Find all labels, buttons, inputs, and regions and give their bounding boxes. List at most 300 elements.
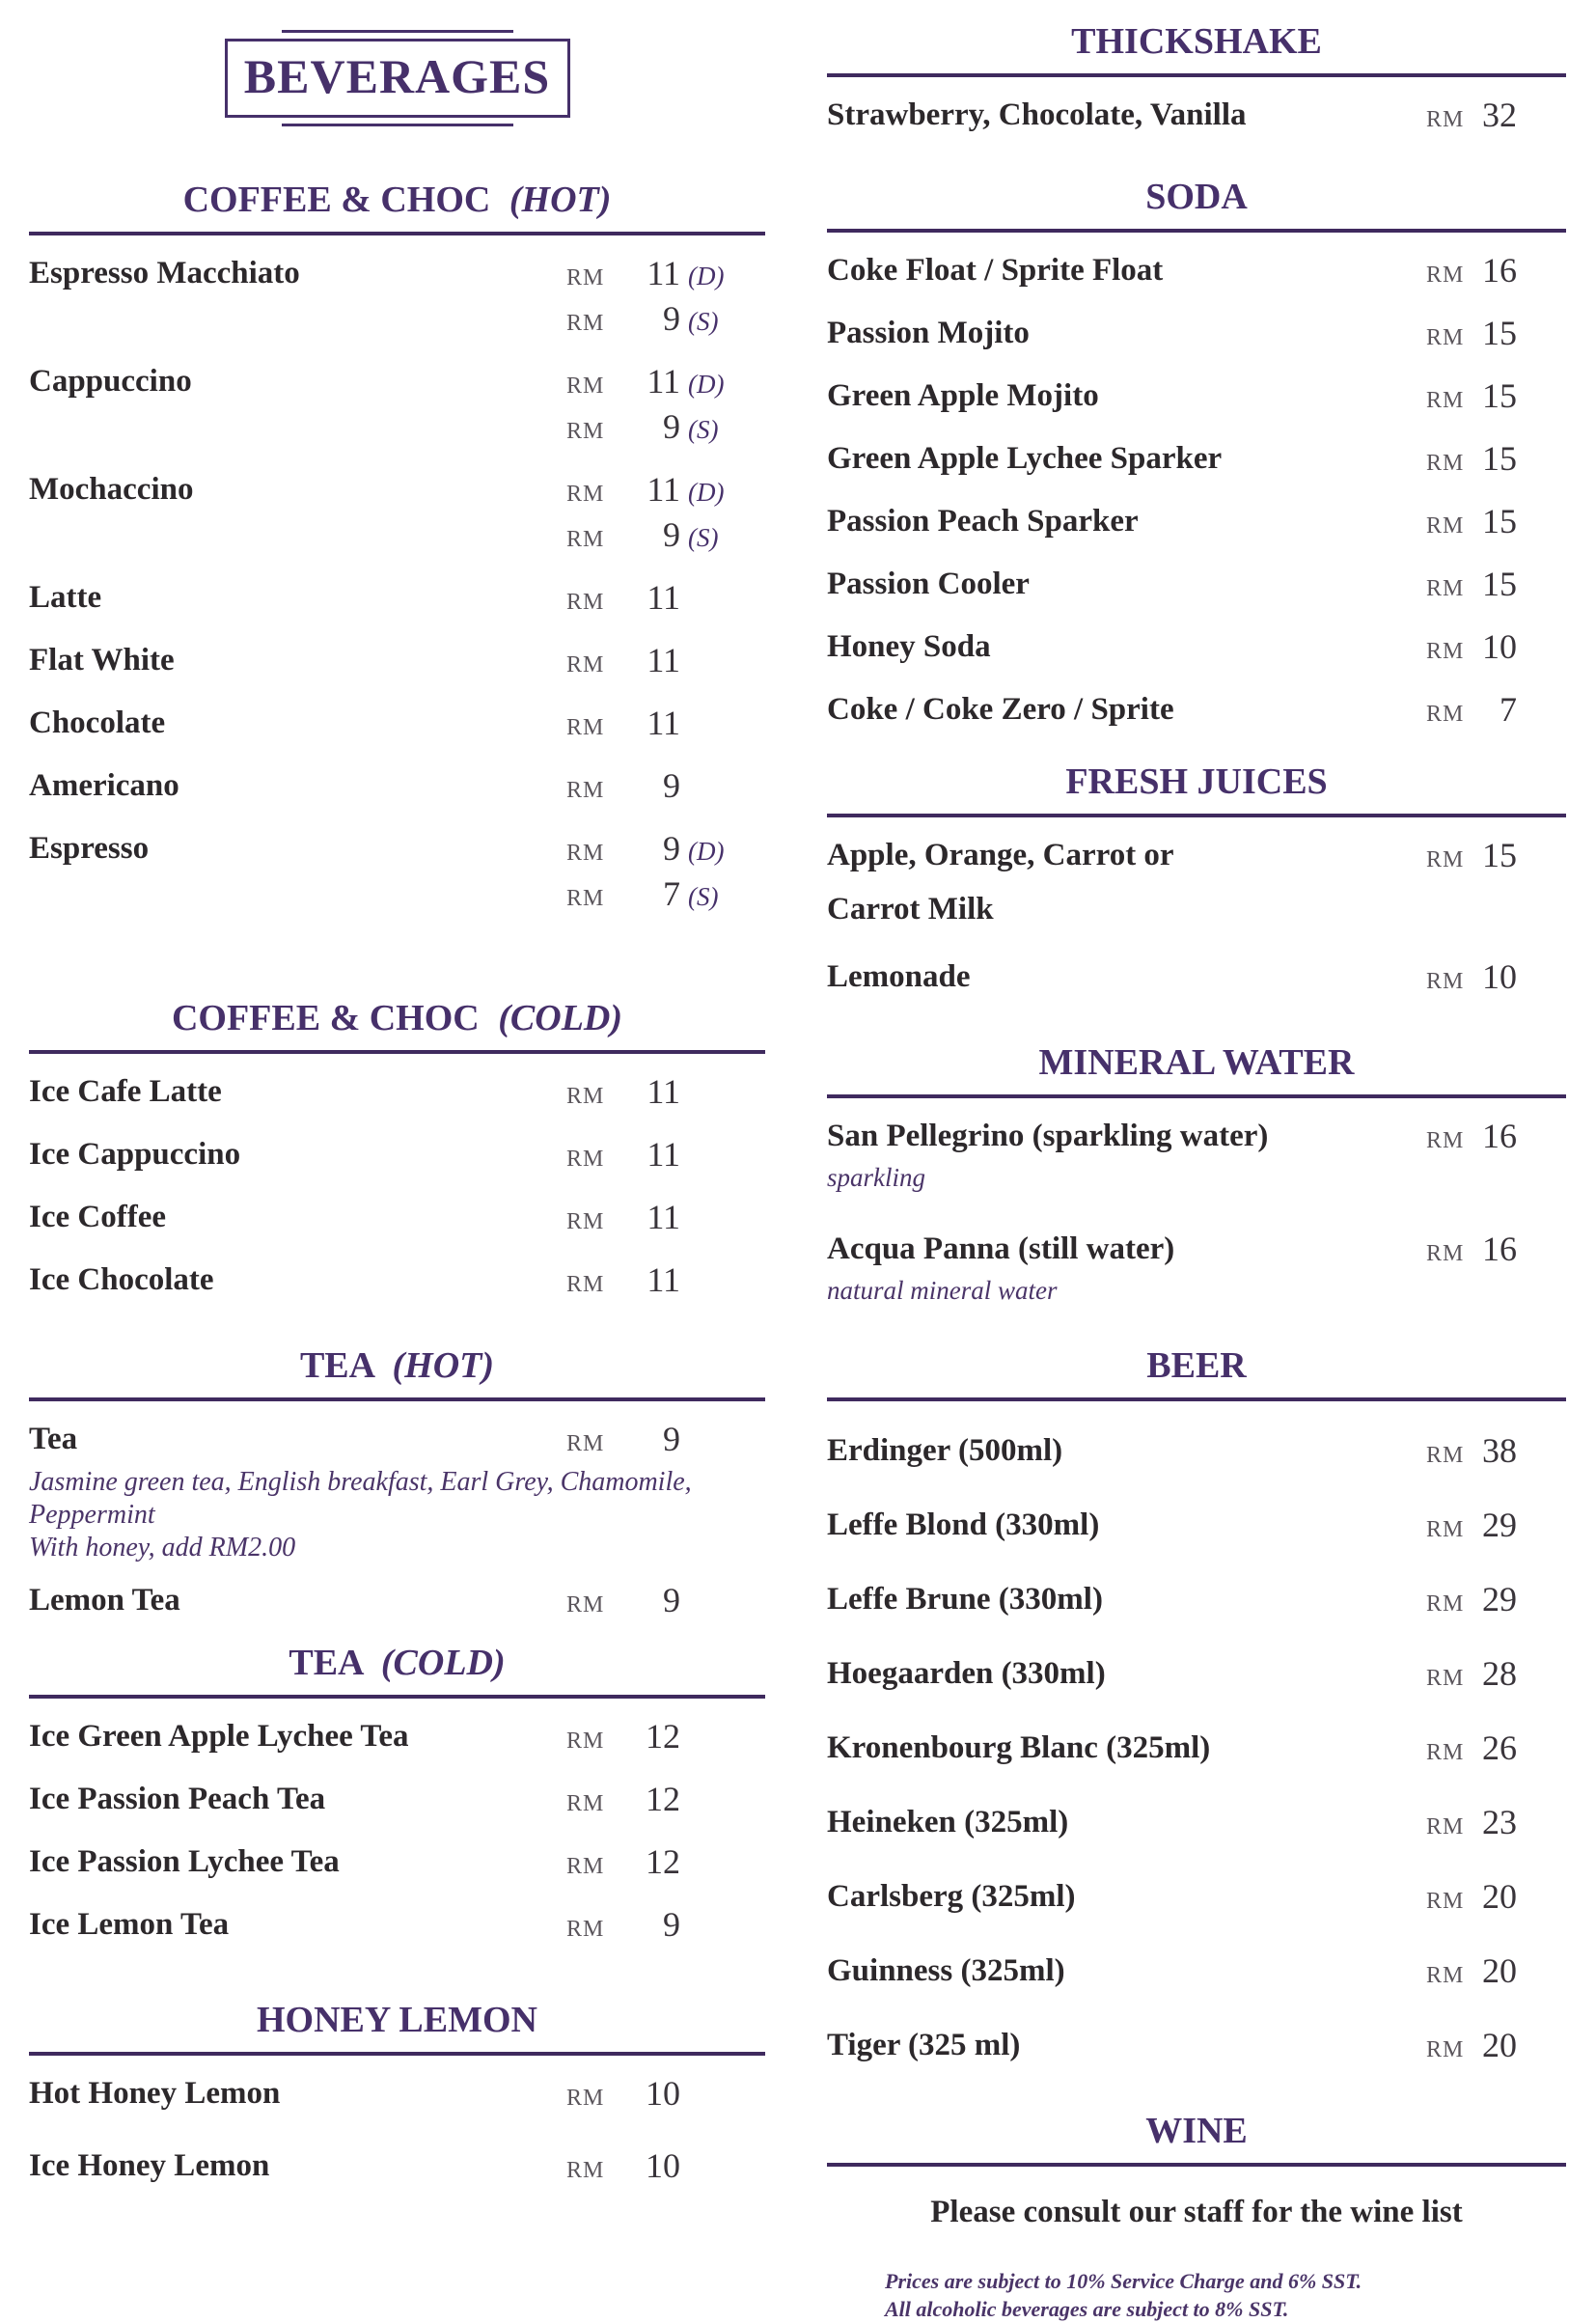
price-line <box>1426 689 1517 734</box>
section-heading <box>827 1343 1566 1401</box>
item-prices <box>1426 1116 1566 1161</box>
price-line <box>1426 313 1517 358</box>
price-line <box>1426 1802 1517 1847</box>
currency-label: RM <box>1426 1666 1465 1691</box>
price-line <box>1426 956 1517 1002</box>
item-prices <box>566 1197 765 1242</box>
menu-item <box>29 2073 765 2118</box>
price-line <box>1426 1116 1517 1161</box>
section-heading-text: MINERAL WATER <box>1038 1042 1355 1083</box>
currency-label: RM <box>566 841 605 866</box>
item-prices <box>1426 501 1566 546</box>
item-prices <box>566 1134 765 1179</box>
section-heading-suffix: (HOT) <box>392 1345 495 1386</box>
price-amount: 12 <box>646 1717 680 1756</box>
price-line <box>1426 2025 1517 2070</box>
price-line <box>566 1904 736 1950</box>
price-line <box>566 1716 736 1761</box>
price-size-tag: (S) <box>688 523 719 552</box>
price-amount: 10 <box>1482 957 1517 996</box>
price-line <box>1426 1653 1517 1699</box>
item-name: Leffe Brune (330ml) <box>827 1582 1103 1617</box>
title-rule-top <box>282 30 513 33</box>
price-amount: 11 <box>647 578 680 617</box>
currency-label: RM <box>1426 576 1465 601</box>
item-prices <box>566 577 765 622</box>
item-prices <box>566 1071 765 1117</box>
section-beer <box>827 1343 1566 2070</box>
item-prices <box>566 2145 765 2191</box>
item-name: Leffe Blond (330ml) <box>827 1507 1100 1542</box>
item-prices <box>1426 1728 1566 1773</box>
item-name: Ice Cafe Latte <box>29 1074 222 1109</box>
column-left <box>29 0 765 2191</box>
menu-item <box>29 1259 765 1305</box>
price-line <box>566 1134 736 1179</box>
currency-label: RM <box>1426 388 1465 413</box>
section-heading <box>827 175 1566 233</box>
menu-item <box>29 577 765 622</box>
section-heading <box>827 1040 1566 1098</box>
currency-label: RM <box>566 1917 605 1942</box>
price-amount: 9 <box>663 515 680 554</box>
item-name: Espresso <box>29 831 150 866</box>
section-tea-hot <box>29 1343 765 1625</box>
price-size-tag: (D) <box>688 478 725 507</box>
section-heading-suffix: (COLD) <box>498 998 623 1038</box>
item-name: Ice Honey Lemon <box>29 2148 270 2183</box>
item-prices <box>566 1904 765 1950</box>
menu-item <box>827 501 1566 546</box>
price-amount: 26 <box>1482 1728 1517 1767</box>
menu-item <box>827 438 1566 484</box>
price-line <box>566 765 736 811</box>
menu-item <box>827 1116 1566 1194</box>
price-line <box>1426 501 1517 546</box>
price-amount: 11 <box>647 1260 680 1299</box>
section-tea-cold <box>29 1641 765 1950</box>
menu-item <box>29 1716 765 1761</box>
currency-label: RM <box>566 1272 605 1297</box>
item-prices <box>1426 313 1566 358</box>
item-name: Coke / Coke Zero / Sprite <box>827 692 1174 727</box>
section-heading-text: WINE <box>1145 2111 1248 2151</box>
item-prices <box>566 828 765 919</box>
menu-item <box>827 375 1566 421</box>
price-amount: 9 <box>663 766 680 805</box>
item-name: Carlsberg (325ml) <box>827 1879 1076 1914</box>
section-heading <box>827 2109 1566 2167</box>
price-line <box>1426 1728 1517 1773</box>
currency-label: RM <box>566 527 605 552</box>
item-desc <box>29 1466 765 1564</box>
currency-label: RM <box>1426 1814 1465 1839</box>
currency-label: RM <box>1426 969 1465 994</box>
price-amount: 9 <box>663 407 680 446</box>
menu-item <box>827 956 1566 1002</box>
currency-label: RM <box>566 1431 605 1456</box>
section-heading-text: SODA <box>1145 177 1248 217</box>
item-name: Espresso Macchiato <box>29 256 300 290</box>
currency-label: RM <box>1426 1241 1465 1266</box>
section-heading-text: TEA <box>289 1643 363 1683</box>
item-name: Ice Passion Peach Tea <box>29 1782 326 1816</box>
item-prices <box>1426 1653 1566 1699</box>
item-name: Passion Cooler <box>827 567 1030 601</box>
price-line <box>566 406 736 452</box>
section-heading-text: HONEY LEMON <box>257 2000 537 2040</box>
item-name: Mochaccino <box>29 472 194 507</box>
section-heading <box>827 19 1566 77</box>
price-amount: 11 <box>647 254 680 292</box>
item-name: Acqua Panna (still water) <box>827 1231 1175 1266</box>
item-name: Guinness (325ml) <box>827 1953 1065 1988</box>
item-prices <box>1426 250 1566 295</box>
price-size-tag: (D) <box>688 837 725 866</box>
price-size-tag: (D) <box>688 262 725 290</box>
item-name: Ice Coffee <box>29 1200 166 1234</box>
section-heading <box>827 760 1566 817</box>
item-desc-line: With honey, add RM2.00 <box>29 1533 296 1562</box>
price-size-tag: (S) <box>688 882 719 911</box>
price-amount: 29 <box>1482 1580 1517 1618</box>
item-name: San Pellegrino (sparkling water) <box>827 1119 1269 1153</box>
price-amount: 15 <box>1482 502 1517 540</box>
menu-item <box>29 765 765 811</box>
price-amount: 9 <box>663 1420 680 1458</box>
menu-item <box>29 703 765 748</box>
price-line <box>566 253 736 298</box>
item-name: Ice Green Apple Lychee Tea <box>29 1719 409 1754</box>
price-amount: 9 <box>663 829 680 868</box>
price-line <box>1426 375 1517 421</box>
currency-label: RM <box>566 373 605 399</box>
item-name-line: Carrot Milk <box>827 892 994 926</box>
section-heading <box>29 1343 765 1401</box>
item-prices <box>1426 1430 1566 1476</box>
section-heading <box>29 996 765 1054</box>
menu-item <box>827 1653 1566 1699</box>
item-name: Tea <box>29 1422 78 1456</box>
item-prices <box>566 253 765 344</box>
price-line <box>566 1580 736 1625</box>
menu-item <box>29 469 765 560</box>
price-line <box>566 640 736 685</box>
price-line <box>566 1841 736 1887</box>
menu-item <box>29 253 765 344</box>
price-amount: 20 <box>1482 1951 1517 1990</box>
menu-item <box>827 313 1566 358</box>
item-prices <box>566 765 765 811</box>
price-amount: 11 <box>647 641 680 679</box>
menu-item <box>827 564 1566 609</box>
price-amount: 32 <box>1482 96 1517 134</box>
section-heading-text: TEA <box>299 1345 373 1386</box>
item-prices <box>1426 1579 1566 1624</box>
currency-label: RM <box>566 1854 605 1879</box>
price-line <box>1426 1876 1517 1922</box>
menu-item <box>827 1579 1566 1624</box>
menu-item <box>29 2145 765 2191</box>
currency-label: RM <box>566 1147 605 1172</box>
price-line <box>566 1071 736 1117</box>
currency-label: RM <box>566 1791 605 1816</box>
item-name: Chocolate <box>29 705 166 740</box>
currency-label: RM <box>566 1592 605 1618</box>
item-subtitle: natural mineral water <box>827 1276 1058 1305</box>
footer-notes <box>827 2267 1566 2323</box>
price-amount: 20 <box>1482 2026 1517 2064</box>
menu-title <box>225 39 570 118</box>
menu-item <box>827 2025 1566 2070</box>
item-name: Americano <box>29 768 179 803</box>
menu-title-box <box>225 39 570 118</box>
currency-label: RM <box>1426 513 1465 539</box>
price-amount: 38 <box>1482 1431 1517 1470</box>
item-name: Latte <box>29 580 102 615</box>
price-amount: 15 <box>1482 439 1517 478</box>
price-amount: 29 <box>1482 1506 1517 1544</box>
price-amount: 10 <box>1482 627 1517 666</box>
currency-label: RM <box>1426 1128 1465 1153</box>
price-line <box>1426 438 1517 484</box>
currency-label: RM <box>1426 1443 1465 1468</box>
currency-label: RM <box>1426 1517 1465 1542</box>
item-name: Flat White <box>29 643 175 678</box>
menu-item <box>827 1229 1566 1307</box>
item-prices <box>1426 1950 1566 1996</box>
item-prices <box>1426 564 1566 609</box>
price-amount: 11 <box>647 362 680 401</box>
currency-label: RM <box>1426 1963 1465 1988</box>
currency-label: RM <box>1426 107 1465 132</box>
item-prices <box>566 361 765 452</box>
price-amount: 11 <box>647 470 680 509</box>
price-line <box>566 1779 736 1824</box>
currency-label: RM <box>566 886 605 911</box>
price-amount: 16 <box>1482 1117 1517 1155</box>
currency-label: RM <box>566 311 605 336</box>
menu-item <box>827 626 1566 672</box>
price-amount: 12 <box>646 1842 680 1881</box>
currency-label: RM <box>566 419 605 444</box>
item-prices <box>1426 375 1566 421</box>
menu-item <box>827 95 1566 140</box>
price-amount: 15 <box>1482 314 1517 352</box>
currency-label: RM <box>1426 2037 1465 2062</box>
price-amount: 28 <box>1482 1654 1517 1693</box>
currency-label: RM <box>1426 1740 1465 1765</box>
menu-item <box>29 1197 765 1242</box>
menu-item <box>29 640 765 685</box>
section-soda <box>827 175 1566 734</box>
section-heading <box>29 178 765 235</box>
price-line <box>1426 626 1517 672</box>
section-honey-lemon <box>29 1998 765 2191</box>
price-line <box>1426 1430 1517 1476</box>
currency-label: RM <box>566 715 605 740</box>
section-thickshake <box>827 19 1566 140</box>
price-line <box>1426 1579 1517 1624</box>
item-name: Hoegaarden (330ml) <box>827 1656 1106 1691</box>
currency-label: RM <box>566 1728 605 1754</box>
item-name: Coke Float / Sprite Float <box>827 253 1164 288</box>
price-line <box>566 2145 736 2191</box>
item-name: Ice Lemon Tea <box>29 1907 230 1942</box>
item-name: Green Apple Lychee Sparker <box>827 441 1223 476</box>
price-amount: 16 <box>1482 1230 1517 1268</box>
price-line <box>566 514 736 560</box>
section-heading-text: FRESH JUICES <box>1065 761 1328 802</box>
wine-note: Please consult our staff for the wine list <box>930 2195 1463 2229</box>
price-amount: 11 <box>647 704 680 742</box>
price-amount: 9 <box>663 1905 680 1944</box>
currency-label: RM <box>1426 702 1465 727</box>
item-prices <box>566 1779 765 1824</box>
item-prices <box>566 1841 765 1887</box>
item-desc-line: Jasmine green tea, English breakfast, Earl Grey, Chamomile, <box>29 1467 692 1497</box>
currency-label: RM <box>566 265 605 290</box>
menu-item <box>29 1841 765 1887</box>
menu-item <box>29 1779 765 1824</box>
item-name: Heineken (325ml) <box>827 1805 1069 1839</box>
section-heading-suffix: (HOT) <box>509 180 612 220</box>
price-amount: 15 <box>1482 836 1517 874</box>
item-prices <box>1426 438 1566 484</box>
menu-item <box>827 250 1566 295</box>
item-prices <box>566 640 765 685</box>
menu-item <box>29 1904 765 1950</box>
item-prices <box>566 2073 765 2118</box>
price-line <box>566 2073 736 2118</box>
price-line <box>1426 1950 1517 1996</box>
item-name: Lemonade <box>827 959 971 994</box>
currency-label: RM <box>1426 263 1465 288</box>
menu-item <box>29 1580 765 1625</box>
currency-label: RM <box>566 2086 605 2111</box>
footer-note-line: Prices are subject to 10% Service Charge and 6% SST. <box>885 2269 1362 2293</box>
price-line <box>1426 564 1517 609</box>
price-amount: 12 <box>646 1780 680 1818</box>
item-prices <box>1426 835 1566 880</box>
price-amount: 11 <box>647 1135 680 1174</box>
item-name: Kronenbourg Blanc (325ml) <box>827 1730 1211 1765</box>
item-prices <box>566 1580 765 1625</box>
currency-label: RM <box>566 778 605 803</box>
price-line <box>566 873 736 919</box>
item-name-line: Apple, Orange, Carrot or <box>827 838 1174 872</box>
menu-item <box>29 1071 765 1117</box>
menu-item <box>827 689 1566 734</box>
price-amount: 23 <box>1482 1803 1517 1841</box>
price-line <box>566 703 736 748</box>
section-heading-text: COFFEE & CHOC <box>182 180 491 220</box>
item-prices <box>1426 626 1566 672</box>
menu-item <box>827 1950 1566 1996</box>
price-line <box>566 1197 736 1242</box>
item-prices <box>1426 1802 1566 1847</box>
price-amount: 15 <box>1482 565 1517 603</box>
section-heading-text: THICKSHAKE <box>1071 21 1322 62</box>
section-heading <box>29 1998 765 2056</box>
price-amount: 11 <box>647 1198 680 1236</box>
item-subtitle: sparkling <box>827 1163 926 1192</box>
item-name: Ice Passion Lychee Tea <box>29 1844 340 1879</box>
currency-label: RM <box>1426 1591 1465 1617</box>
menu-item <box>827 1876 1566 1922</box>
item-name: Cappuccino <box>29 364 192 399</box>
menu-item <box>29 828 765 919</box>
price-line <box>1426 250 1517 295</box>
section-fresh-juices <box>827 760 1566 1002</box>
price-amount: 15 <box>1482 376 1517 415</box>
price-line <box>566 469 736 514</box>
price-amount: 9 <box>663 1581 680 1619</box>
price-line <box>566 298 736 344</box>
item-prices <box>1426 689 1566 734</box>
currency-label: RM <box>566 1209 605 1234</box>
item-name: Ice Chocolate <box>29 1262 214 1297</box>
item-prices <box>1426 1876 1566 1922</box>
menu-item <box>29 361 765 452</box>
price-line <box>566 828 736 873</box>
item-name: Passion Mojito <box>827 316 1030 350</box>
section-heading-text: COFFEE & CHOC <box>171 998 480 1038</box>
price-line <box>1426 95 1517 140</box>
price-line <box>566 1259 736 1305</box>
menu-item <box>29 1134 765 1179</box>
menu-item <box>827 835 1566 929</box>
item-prices <box>1426 1229 1566 1274</box>
section-heading <box>29 1641 765 1699</box>
currency-label: RM <box>1426 1889 1465 1914</box>
price-line <box>1426 1505 1517 1550</box>
item-name: Erdinger (500ml) <box>827 1433 1063 1468</box>
currency-label: RM <box>1426 451 1465 476</box>
item-name <box>827 835 1426 929</box>
price-amount: 10 <box>646 2146 680 2185</box>
menu-item <box>827 1430 1566 1476</box>
price-size-tag: (S) <box>688 415 719 444</box>
item-name: Lemon Tea <box>29 1583 180 1618</box>
section-heading-suffix: (COLD) <box>380 1643 506 1683</box>
currency-label: RM <box>1426 639 1465 664</box>
item-prices <box>566 469 765 560</box>
item-prices <box>566 703 765 748</box>
item-name: Passion Peach Sparker <box>827 504 1139 539</box>
currency-label: RM <box>566 590 605 615</box>
section-wine <box>827 2109 1566 2232</box>
currency-label: RM <box>1426 847 1465 872</box>
menu-item <box>827 1728 1566 1773</box>
currency-label: RM <box>566 2158 605 2183</box>
section-mineral-water <box>827 1040 1566 1307</box>
currency-label: RM <box>566 482 605 507</box>
price-amount: 16 <box>1482 251 1517 290</box>
title-rule-bottom <box>282 124 513 126</box>
currency-label: RM <box>1426 325 1465 350</box>
item-prices <box>1426 1505 1566 1550</box>
item-name: Tiger (325 ml) <box>827 2028 1021 2062</box>
currency-label: RM <box>566 652 605 678</box>
price-line <box>566 1419 736 1464</box>
item-prices <box>1426 95 1566 140</box>
menu-title-text: BEVERAGES <box>243 49 551 103</box>
item-name: Hot Honey Lemon <box>29 2076 281 2111</box>
price-amount: 9 <box>663 299 680 338</box>
menu-item <box>29 1419 765 1564</box>
item-prices <box>566 1419 765 1464</box>
